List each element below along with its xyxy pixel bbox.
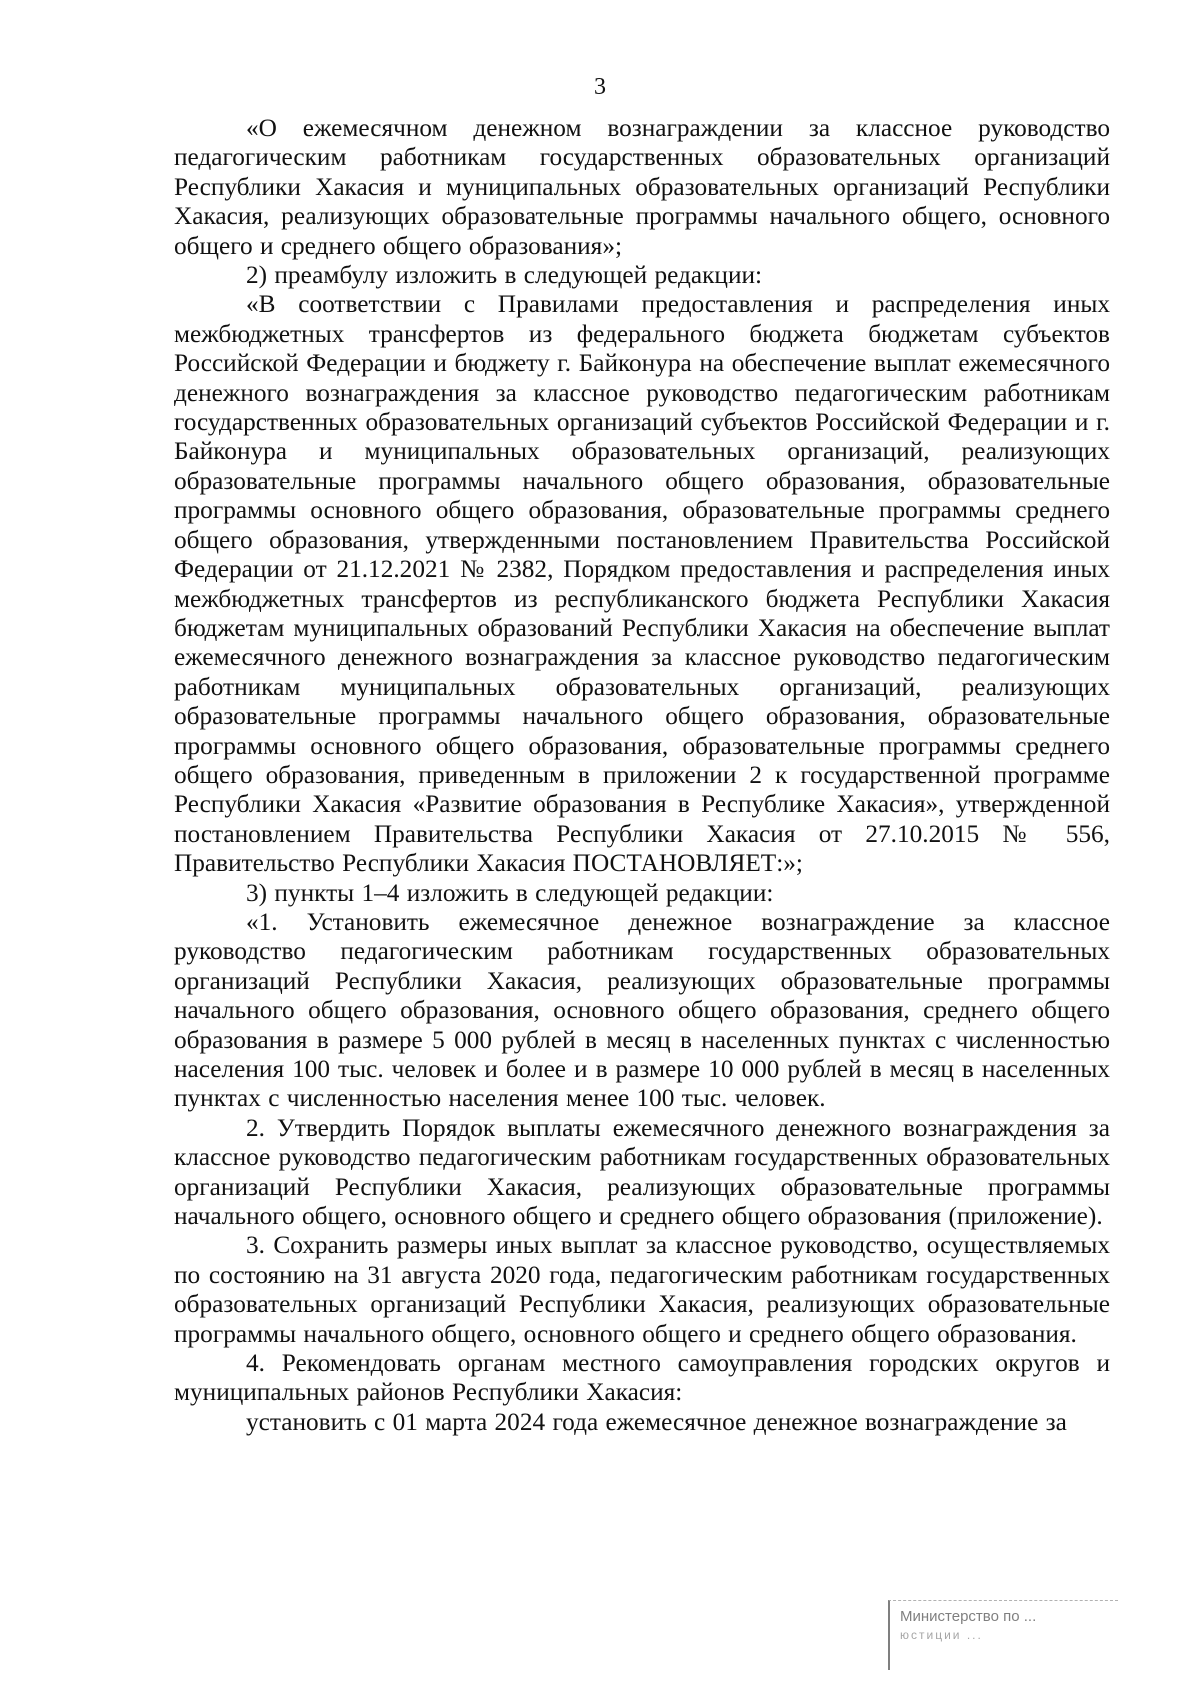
paragraph-point-2: 2. Утвердить Порядок выплаты ежемесячного денежного вознаграждения за классное руководство педагогическим работникам государственных образовательных организаций Республики Хакасия, реализующих образовательные программы начального общего, основного общего и среднего общего образования (приложение). (174, 1113, 1110, 1231)
paragraph-point-1: «1. Установить ежемесячное денежное вознаграждение за классное руководство педагогическим работникам государственных образовательных организаций Республики Хакасия, реализующих образовательные программы начального общего образования, основного общего образования, среднего общего образования в размере 5 000 рублей в месяц в населенных пунктах с численностью населения 100 тыс. человек и более и в размере 10 000 рублей в месяц в населенных пунктах с численностью населения менее 100 тыс. человек. (174, 907, 1110, 1113)
registration-stamp (888, 1600, 1118, 1670)
paragraph-point-3: 3. Сохранить размеры иных выплат за классное руководство, осуществляемых по состоянию на 31 августа 2020 года, педагогическим работникам государственных образовательных организаций Республики Хакасия, реализующих образовательные программы начального общего, основного общего и среднего общего образования. (174, 1231, 1110, 1348)
paragraph-point-4: 4. Рекомендовать органам местного самоуправления городских округов и муниципальных районов Республики Хакасия: (174, 1349, 1110, 1407)
paragraph-preamble: «В соответствии с Правилами предоставления и распределения иных межбюджетных трансфертов из федерального бюджета бюджетам субъектов Российской Федерации и бюджету г. Байконура на обеспечение выплат ежемесячного денежного вознаграждения за классное руководство педагогическим работникам государственных образовательных организаций субъектов Российской Федерации и г. Байконура и муниципальных образовательных организаций, реализующих образовательные программы начального общего образования, образовательные программы основного общего образования, образовательные программы среднего общего образования, утвержденными постановлением Правительства Российской Федерации от 21.12.2021 № 2382, Порядком предоставления и распределения иных межбюджетных трансфертов из республиканского бюджета Республики Хакасия бюджетам муниципальных образований Республики Хакасия на обеспечение выплат ежемесячного денежного вознаграждения за классное руководство педагогическим работникам муниципальных образовательных организаций, реализующих образовательные программы начального общего образования, образовательные программы основного общего образования, образовательные программы среднего общего образования, приведенным в приложении 2 к государственной программе Республики Хакасия «Развитие образования в Республике Хакасия», утвержденной постановлением Правительства Республики Хакасия от 27.10.2015 № 556, Правительство Республики Хакасия ПОСТАНОВЛЯЕТ:»; (174, 290, 1110, 878)
stamp-line-2: юстиции ... (900, 1628, 983, 1642)
paragraph-title-quote: «О ежемесячном денежном вознаграждении за классное руководство педагогическим работникам государственных образовательных организаций Республики Хакасия и муниципальных образовательных организаций Республики Хакасия, реализующих образовательные программы начального общего, основного общего и среднего общего образования»; (174, 114, 1110, 260)
document-body (174, 114, 1110, 1437)
paragraph-item-2: 2) преамбулу изложить в следующей редакции: (246, 261, 763, 290)
paragraph-item-3: 3) пункты 1–4 изложить в следующей редакции: (246, 878, 774, 907)
paragraph-point-4-subitem: установить с 01 марта 2024 года ежемесячное денежное вознаграждение за (246, 1407, 1067, 1436)
stamp-line-1: Министерство по ... (900, 1608, 1037, 1625)
page-number: 3 (594, 74, 606, 100)
